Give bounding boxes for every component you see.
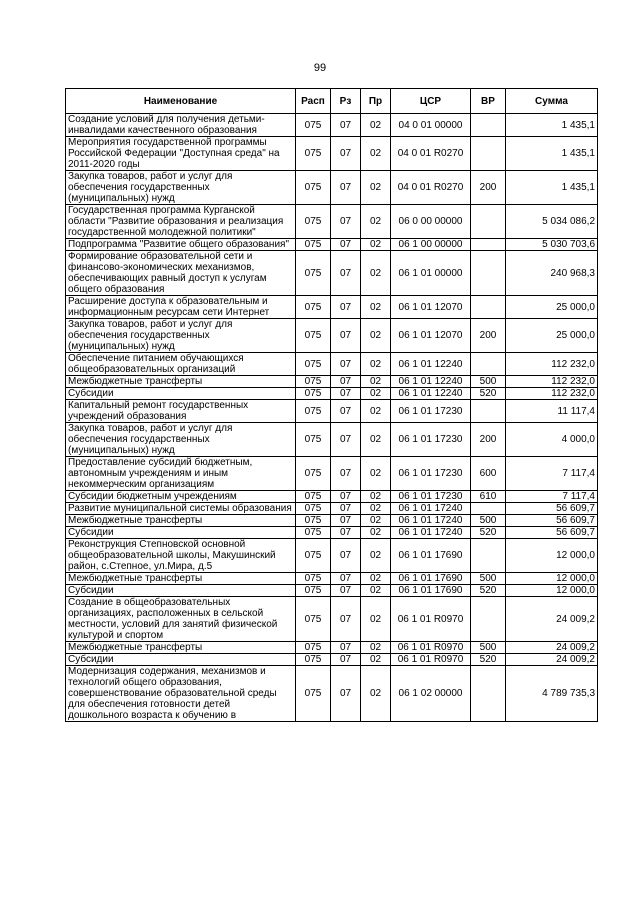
cell-pr: 02 xyxy=(361,171,391,205)
cell-rz: 07 xyxy=(331,205,361,239)
cell-rasp: 075 xyxy=(296,597,331,642)
cell-csr: 06 1 01 17230 xyxy=(391,423,471,457)
cell-name: Мероприятия государственной программы Российской Федерации "Доступная среда" на 2011-2020 годы xyxy=(66,137,296,171)
cell-rz: 07 xyxy=(331,539,361,573)
budget-table xyxy=(65,88,598,722)
table-row xyxy=(66,457,598,491)
cell-sum: 24 009,2 xyxy=(506,642,598,654)
page-number: 99 xyxy=(313,62,327,74)
cell-sum: 4 000,0 xyxy=(506,423,598,457)
cell-csr: 06 1 01 R0970 xyxy=(391,654,471,666)
cell-pr: 02 xyxy=(361,666,391,722)
cell-vr xyxy=(471,251,506,296)
cell-rz: 07 xyxy=(331,388,361,400)
cell-csr: 06 1 01 17230 xyxy=(391,400,471,423)
cell-rz: 07 xyxy=(331,515,361,527)
cell-vr xyxy=(471,539,506,573)
cell-rasp: 075 xyxy=(296,423,331,457)
cell-name: Межбюджетные трансферты xyxy=(66,515,296,527)
cell-sum: 7 117,4 xyxy=(506,457,598,491)
cell-rasp: 075 xyxy=(296,296,331,319)
cell-name: Закупка товаров, работ и услуг для обеспечения государственных (муниципальных) нужд xyxy=(66,423,296,457)
cell-name: Создание в общеобразовательных организациях, расположенных в сельской местности, условий для занятий физической культурой и спортом xyxy=(66,597,296,642)
table-row xyxy=(66,205,598,239)
table-row xyxy=(66,597,598,642)
cell-name: Закупка товаров, работ и услуг для обеспечения государственных (муниципальных) нужд xyxy=(66,319,296,353)
cell-csr: 06 1 01 17230 xyxy=(391,491,471,503)
cell-rz: 07 xyxy=(331,423,361,457)
cell-pr: 02 xyxy=(361,503,391,515)
cell-vr xyxy=(471,296,506,319)
cell-vr: 610 xyxy=(471,491,506,503)
cell-rz: 07 xyxy=(331,666,361,722)
cell-pr: 02 xyxy=(361,251,391,296)
table-row xyxy=(66,527,598,539)
cell-rz: 07 xyxy=(331,376,361,388)
table-row xyxy=(66,400,598,423)
cell-pr: 02 xyxy=(361,585,391,597)
cell-vr: 500 xyxy=(471,573,506,585)
cell-pr: 02 xyxy=(361,527,391,539)
header-csr: ЦСР xyxy=(391,89,471,114)
cell-name: Субсидии xyxy=(66,654,296,666)
cell-name: Межбюджетные трансферты xyxy=(66,642,296,654)
cell-csr: 06 1 01 R0970 xyxy=(391,642,471,654)
table-row xyxy=(66,666,598,722)
cell-csr: 06 1 01 12240 xyxy=(391,388,471,400)
cell-name: Субсидии xyxy=(66,527,296,539)
cell-csr: 06 1 01 17690 xyxy=(391,585,471,597)
table-row xyxy=(66,585,598,597)
table-row xyxy=(66,642,598,654)
table-row xyxy=(66,573,598,585)
cell-rz: 07 xyxy=(331,239,361,251)
cell-csr: 06 1 01 17230 xyxy=(391,457,471,491)
cell-vr: 200 xyxy=(471,171,506,205)
cell-pr: 02 xyxy=(361,573,391,585)
cell-vr xyxy=(471,137,506,171)
cell-vr: 600 xyxy=(471,457,506,491)
cell-vr xyxy=(471,400,506,423)
cell-name: Субсидии xyxy=(66,388,296,400)
cell-sum: 56 609,7 xyxy=(506,503,598,515)
cell-name: Обеспечение питанием обучающихся общеобразовательных организаций xyxy=(66,353,296,376)
cell-rz: 07 xyxy=(331,137,361,171)
cell-rasp: 075 xyxy=(296,400,331,423)
cell-rz: 07 xyxy=(331,296,361,319)
cell-rz: 07 xyxy=(331,491,361,503)
cell-rz: 07 xyxy=(331,319,361,353)
cell-name: Расширение доступа к образовательным и информационным ресурсам сети Интернет xyxy=(66,296,296,319)
cell-vr: 500 xyxy=(471,642,506,654)
cell-vr xyxy=(471,114,506,137)
cell-rasp: 075 xyxy=(296,205,331,239)
cell-name: Межбюджетные трансферты xyxy=(66,573,296,585)
cell-csr: 06 1 01 17690 xyxy=(391,573,471,585)
cell-sum: 4 789 735,3 xyxy=(506,666,598,722)
cell-pr: 02 xyxy=(361,457,391,491)
cell-sum: 7 117,4 xyxy=(506,491,598,503)
cell-sum: 12 000,0 xyxy=(506,573,598,585)
cell-sum: 1 435,1 xyxy=(506,171,598,205)
cell-rasp: 075 xyxy=(296,353,331,376)
cell-rasp: 075 xyxy=(296,171,331,205)
cell-rz: 07 xyxy=(331,527,361,539)
cell-rasp: 075 xyxy=(296,642,331,654)
table-row xyxy=(66,515,598,527)
cell-name: Развитие муниципальной системы образования xyxy=(66,503,296,515)
cell-rz: 07 xyxy=(331,642,361,654)
table-row xyxy=(66,503,598,515)
table-row xyxy=(66,114,598,137)
cell-csr: 06 1 01 12240 xyxy=(391,376,471,388)
cell-name: Создание условий для получения детьми-инвалидами качественного образования xyxy=(66,114,296,137)
cell-csr: 06 1 01 17240 xyxy=(391,515,471,527)
cell-sum: 112 232,0 xyxy=(506,388,598,400)
cell-name: Субсидии бюджетным учреждениям xyxy=(66,491,296,503)
cell-csr: 06 1 00 00000 xyxy=(391,239,471,251)
cell-vr xyxy=(471,597,506,642)
cell-vr xyxy=(471,666,506,722)
table-row xyxy=(66,491,598,503)
cell-rasp: 075 xyxy=(296,457,331,491)
header-sum: Сумма xyxy=(506,89,598,114)
cell-sum: 25 000,0 xyxy=(506,319,598,353)
cell-rasp: 075 xyxy=(296,239,331,251)
cell-pr: 02 xyxy=(361,539,391,573)
cell-rasp: 075 xyxy=(296,503,331,515)
cell-csr: 04 0 01 R0270 xyxy=(391,137,471,171)
cell-pr: 02 xyxy=(361,491,391,503)
cell-rz: 07 xyxy=(331,585,361,597)
cell-name: Реконструкция Степновской основной общеобразовательной школы, Макушинский район, с.Степное, ул.Мира, д.5 xyxy=(66,539,296,573)
cell-name: Формирование образовательной сети и финансово-экономических механизмов, обеспечивающих равный доступ к услугам общего образования xyxy=(66,251,296,296)
cell-name: Межбюджетные трансферты xyxy=(66,376,296,388)
cell-pr: 02 xyxy=(361,353,391,376)
cell-sum: 112 232,0 xyxy=(506,376,598,388)
header-pr: Пр xyxy=(361,89,391,114)
cell-rz: 07 xyxy=(331,457,361,491)
cell-sum: 1 435,1 xyxy=(506,114,598,137)
cell-sum: 11 117,4 xyxy=(506,400,598,423)
cell-name: Предоставление субсидий бюджетным, автономным учреждениям и иным некоммерческим организациям xyxy=(66,457,296,491)
cell-csr: 04 0 01 R0270 xyxy=(391,171,471,205)
cell-name: Капитальный ремонт государственных учреждений образования xyxy=(66,400,296,423)
cell-name: Субсидии xyxy=(66,585,296,597)
cell-csr: 06 1 02 00000 xyxy=(391,666,471,722)
table-row xyxy=(66,171,598,205)
cell-vr xyxy=(471,503,506,515)
cell-pr: 02 xyxy=(361,400,391,423)
cell-rasp: 075 xyxy=(296,585,331,597)
cell-pr: 02 xyxy=(361,114,391,137)
cell-pr: 02 xyxy=(361,515,391,527)
cell-rz: 07 xyxy=(331,503,361,515)
cell-pr: 02 xyxy=(361,654,391,666)
table-row xyxy=(66,654,598,666)
cell-csr: 06 1 01 R0970 xyxy=(391,597,471,642)
cell-pr: 02 xyxy=(361,239,391,251)
cell-rz: 07 xyxy=(331,400,361,423)
table-header-row xyxy=(66,89,598,114)
cell-sum: 112 232,0 xyxy=(506,353,598,376)
cell-rasp: 075 xyxy=(296,539,331,573)
cell-pr: 02 xyxy=(361,137,391,171)
cell-pr: 02 xyxy=(361,376,391,388)
cell-rasp: 075 xyxy=(296,137,331,171)
cell-vr: 500 xyxy=(471,376,506,388)
cell-name: Закупка товаров, работ и услуг для обеспечения государственных (муниципальных) нужд xyxy=(66,171,296,205)
cell-rasp: 075 xyxy=(296,515,331,527)
cell-pr: 02 xyxy=(361,319,391,353)
cell-vr xyxy=(471,205,506,239)
header-vr: ВР xyxy=(471,89,506,114)
cell-sum: 24 009,2 xyxy=(506,654,598,666)
table-row xyxy=(66,239,598,251)
cell-rasp: 075 xyxy=(296,573,331,585)
cell-csr: 06 1 01 17240 xyxy=(391,527,471,539)
cell-sum: 5 030 703,6 xyxy=(506,239,598,251)
cell-sum: 5 034 086,2 xyxy=(506,205,598,239)
cell-rasp: 075 xyxy=(296,251,331,296)
table-row xyxy=(66,376,598,388)
cell-name: Подпрограмма "Развитие общего образования" xyxy=(66,239,296,251)
cell-csr: 06 1 01 17240 xyxy=(391,503,471,515)
cell-pr: 02 xyxy=(361,388,391,400)
cell-vr: 200 xyxy=(471,319,506,353)
cell-rz: 07 xyxy=(331,573,361,585)
cell-rasp: 075 xyxy=(296,654,331,666)
table-row xyxy=(66,353,598,376)
table-body xyxy=(66,114,598,722)
cell-vr: 200 xyxy=(471,423,506,457)
cell-vr: 520 xyxy=(471,585,506,597)
cell-csr: 06 1 01 12070 xyxy=(391,319,471,353)
table-row xyxy=(66,296,598,319)
cell-pr: 02 xyxy=(361,296,391,319)
cell-sum: 25 000,0 xyxy=(506,296,598,319)
cell-csr: 06 0 00 00000 xyxy=(391,205,471,239)
cell-rasp: 075 xyxy=(296,319,331,353)
cell-csr: 06 1 01 17690 xyxy=(391,539,471,573)
cell-vr: 500 xyxy=(471,515,506,527)
cell-rasp: 075 xyxy=(296,666,331,722)
cell-rz: 07 xyxy=(331,251,361,296)
cell-rasp: 075 xyxy=(296,114,331,137)
header-rasp: Расп xyxy=(296,89,331,114)
cell-pr: 02 xyxy=(361,642,391,654)
cell-pr: 02 xyxy=(361,205,391,239)
cell-name: Государственная программа Курганской области "Развитие образования и реализация государственной молодежной политики" xyxy=(66,205,296,239)
cell-rz: 07 xyxy=(331,171,361,205)
cell-csr: 06 1 01 12070 xyxy=(391,296,471,319)
cell-vr xyxy=(471,239,506,251)
cell-sum: 1 435,1 xyxy=(506,137,598,171)
cell-pr: 02 xyxy=(361,423,391,457)
cell-rz: 07 xyxy=(331,597,361,642)
table-row xyxy=(66,388,598,400)
table-row xyxy=(66,251,598,296)
cell-rasp: 075 xyxy=(296,527,331,539)
header-name: Наименование xyxy=(66,89,296,114)
cell-rasp: 075 xyxy=(296,491,331,503)
cell-csr: 06 1 01 00000 xyxy=(391,251,471,296)
cell-csr: 06 1 01 12240 xyxy=(391,353,471,376)
cell-sum: 56 609,7 xyxy=(506,527,598,539)
cell-name: Модернизация содержания, механизмов и технологий общего образования, совершенствование образовательной среды для обеспечения готовности детей дошкольного возраста к обучению в xyxy=(66,666,296,722)
cell-vr: 520 xyxy=(471,388,506,400)
cell-vr: 520 xyxy=(471,527,506,539)
header-rz: Рз xyxy=(331,89,361,114)
cell-sum: 56 609,7 xyxy=(506,515,598,527)
cell-sum: 12 000,0 xyxy=(506,539,598,573)
cell-sum: 240 968,3 xyxy=(506,251,598,296)
table-row xyxy=(66,423,598,457)
table-row xyxy=(66,539,598,573)
cell-rz: 07 xyxy=(331,114,361,137)
cell-rasp: 075 xyxy=(296,376,331,388)
cell-sum: 12 000,0 xyxy=(506,585,598,597)
cell-sum: 24 009,2 xyxy=(506,597,598,642)
cell-csr: 04 0 01 00000 xyxy=(391,114,471,137)
cell-vr: 520 xyxy=(471,654,506,666)
cell-rz: 07 xyxy=(331,654,361,666)
cell-rasp: 075 xyxy=(296,388,331,400)
table-row xyxy=(66,319,598,353)
cell-rz: 07 xyxy=(331,353,361,376)
table-row xyxy=(66,137,598,171)
cell-vr xyxy=(471,353,506,376)
cell-pr: 02 xyxy=(361,597,391,642)
